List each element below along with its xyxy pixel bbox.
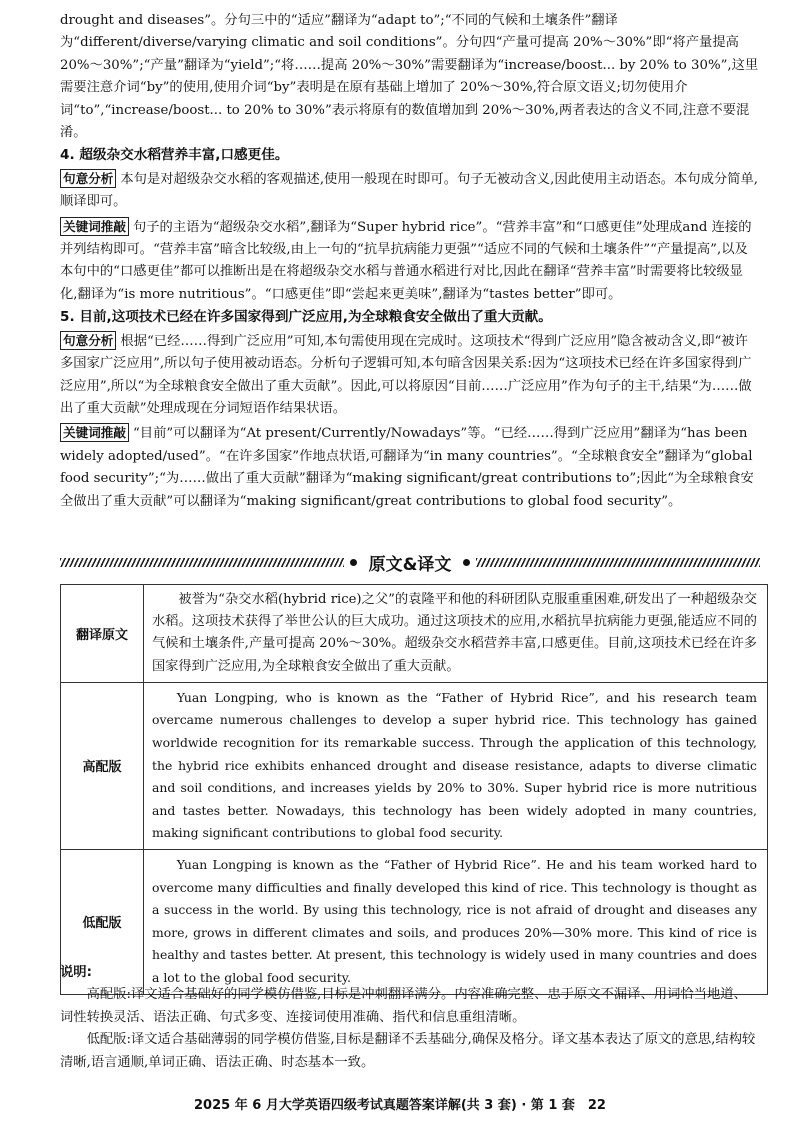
item-5-analysis: 句意分析 根据“已经……得到广泛应用”可知,本句需使用现在完成时。这项技术“得到广泛应用”隐含被动含义,即“被许多国家广泛应用”,所以句子使用被动语态。分析句子逻辑可知,本句暗含因果关系:因为“这项技术已经在许多国家得到广泛应用”,所以“为全球粮食安全做出了重大贡献”。因此,可以将原因“目前……广泛应用”作为句子的主干,结果“为……做出了重大贡献”处理成现在分词短语作结果状语。 <box>60 332 752 416</box>
section-divider <box>60 551 760 573</box>
top-paragraph: drought and diseases”。分句三中的“适应”翻译为“adapt to”;“不同的气候和土壤条件”翻译为“different/diverse/varying climatic and soil conditions”。分句四“产量可提高 20%～30%”即“将产量提高 20%～30%”;“产量”翻译为“yield”;“将……提高 20%～30%”需要翻译为“increase/boost... by 20% to 30%”,这里需要注意介词“by”的使用,使用介词“by”表明是在原有基础上增加了 20%～30%,符合原文语义;切勿使用介词“to”,“increase/boost... to 20% to 30%”表示将原有的数值增加到 20%～30%,两者表达的含义不同,注意不要混淆。 <box>60 13 759 141</box>
item-4-keyword: 关键词推敲 句子的主语为“超级杂交水稻”,翻译为“Super hybrid rice”。“营养丰富”和“口感更佳”处理成and 连接的并列结构即可。“营养丰富”暗含比较级,由上一句的“抗旱抗病能力更强”“适应不同的气候和土壤条件”“产量提高”,以及本句中的“口感更佳”都可以推断出是在将超级杂交水稻与普通水稻进行对比,因此在翻译“营养丰富”时需要将比较级显化,翻译为“is more nutritious”。“口感更佳”即“尝起来更美味”,翻译为“tastes better”即可。 <box>60 218 752 302</box>
source-text: 被誉为“杂交水稻(hybrid rice)之父”的袁隆平和他的科研团队克服重重困难,研发出了一种超级杂交水稻。这项技术获得了举世公认的巨大成功。通过这项技术的应用,水稻抗旱抗病能力更强,能适应不同的气候和土壤条件,产量可提高 20%～30%。超级杂交水稻营养丰富,口感更佳。目前,这项技术已经在许多国家得到广泛应用,为全球粮食安全做出了重大贡献。 <box>144 585 768 683</box>
high-version-text: Yuan Longping, who is known as the “Father of Hybrid Rice”, and his research team overcame numerous challenges to develop a super hybrid rice. This technology has gained worldwide recognition for its remarkable success. Through the application of this technology, the hybrid rice exhibits enhanced drought and disease resistance, adapts to diverse climatic and soil conditions, and increases yields by 20% to 30%. Super hybrid rice is more nutritious and tastes better. Nowadays, this technology has been widely adopted in many countries, making significant contributions to global food security. <box>144 682 768 849</box>
notes <box>60 962 760 1074</box>
item-5-keyword: 关键词推敲 “目前”可以翻译为“At present/Currently/Nowadays”等。“已经……得到广泛应用”翻译为“has been widely adopted/used”。“在许多国家”作地点状语,可翻译为“in many countries”。“全球粮食安全”翻译为“global food security”;“为……做出了重大贡献”翻译为“making significant/great contributions to”;因此“为全球粮食安全做出了重大贡献”可以翻译为“making significant/great contributions to global food security”。 <box>60 425 754 509</box>
notes-heading: 说明: <box>60 965 92 980</box>
row-label: 低配版 <box>61 849 144 994</box>
row-label: 翻译原文 <box>61 585 144 683</box>
analysis-tag: 句意分析 <box>60 331 116 350</box>
analysis-tag: 句意分析 <box>60 169 116 188</box>
item-4-heading: 4. 超级杂交水稻营养丰富,口感更佳。 <box>60 147 289 164</box>
divider-dot-icon <box>463 559 470 566</box>
translation-table <box>60 584 768 995</box>
keyword-tag: 关键词推敲 <box>60 217 129 236</box>
table-row <box>61 682 768 849</box>
keyword-tag: 关键词推敲 <box>60 423 129 442</box>
divider-hatch-right <box>476 558 760 567</box>
note-high: 高配版:译文适合基础好的同学模仿借鉴,目标是冲刺翻译满分。内容准确完整、忠于原文不漏译、用词恰当地道、词性转换灵活、语法正确、句式多变、连接词使用准确、指代和信息重组清晰。 <box>60 987 747 1025</box>
divider-hatch-left <box>60 558 344 567</box>
row-label: 高配版 <box>61 682 144 849</box>
section-title: 原文&译文 <box>368 554 452 575</box>
note-low: 低配版:译文适合基础薄弱的同学模仿借鉴,目标是翻译不丢基础分,确保及格分。译文基本表达了原文的意思,结构较清晰,语言通顺,单词正确、语法正确、时态基本一致。 <box>60 1032 756 1070</box>
table-row <box>61 585 768 683</box>
item-4-analysis: 句意分析 本句是对超级杂交水稻的客观描述,使用一般现在时即可。句子无被动含义,因此使用主动语态。本句成分简单,顺译即可。 <box>60 170 759 210</box>
divider-dot-icon <box>350 559 357 566</box>
page-footer: 2025 年 6 月大学英语四级考试真题答案详解(共 3 套) · 第 1 套 22 <box>194 1098 606 1113</box>
item-5-heading: 5. 目前,这项技术已经在许多国家得到广泛应用,为全球粮食安全做出了重大贡献。 <box>60 309 552 326</box>
low-version-text: Yuan Longping is known as the “Father of Hybrid Rice”. He and his team worked hard to overcome many difficulties and finally developed this kind of rice. This technology is thought as a success in the world. By using this technology, rice is not afraid of drought and diseases any more, grows in different climates and soils, and produces 20%—30% more. This kind of rice is healthy and tastes better. At present, this technology is widely used in many countries and does a lot to the global food security. <box>144 849 768 994</box>
answer-explanation <box>60 10 760 513</box>
